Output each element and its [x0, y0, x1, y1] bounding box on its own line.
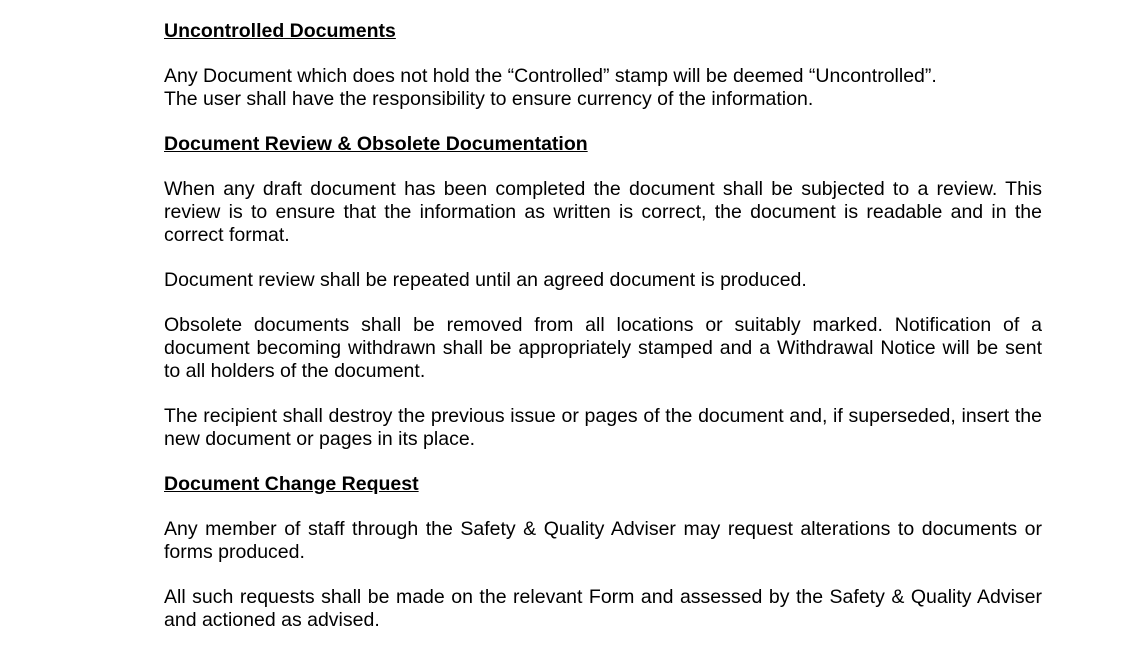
- section-document-change-request: [164, 473, 1042, 632]
- paragraph: All such requests shall be made on the relevant Form and assessed by the Safety & Quality Adviser and actioned as advised.: [164, 586, 1042, 631]
- paragraph: Obsolete documents shall be removed from all locations or suitably marked. Notification of a document becoming withdrawn shall be appropriately stamped and a Withdrawal Notice will be sent to all holders of the document.: [164, 314, 1042, 382]
- section-document-review: [164, 133, 1042, 451]
- document-page: [164, 20, 1042, 654]
- paragraph: The recipient shall destroy the previous issue or pages of the document and, if superseded, insert the new document or pages in its place.: [164, 405, 1042, 450]
- section-uncontrolled-documents: [164, 20, 1042, 111]
- section-heading: Uncontrolled Documents: [164, 20, 396, 42]
- paragraph: Any member of staff through the Safety & Quality Adviser may request alterations to documents or forms produced.: [164, 518, 1042, 563]
- section-heading: Document Review & Obsolete Documentation: [164, 133, 588, 155]
- paragraph: [164, 65, 1042, 111]
- paragraph: Document review shall be repeated until an agreed document is produced.: [164, 269, 807, 291]
- section-heading: Document Change Request: [164, 473, 419, 495]
- paragraph-line: The user shall have the responsibility to ensure currency of the information.: [164, 88, 814, 110]
- paragraph: When any draft document has been completed the document shall be subjected to a review. This review is to ensure that the information as written is correct, the document is readable and in the correct format.: [164, 178, 1042, 246]
- paragraph-line: Any Document which does not hold the “Controlled” stamp will be deemed “Uncontrolled”.: [164, 65, 937, 87]
